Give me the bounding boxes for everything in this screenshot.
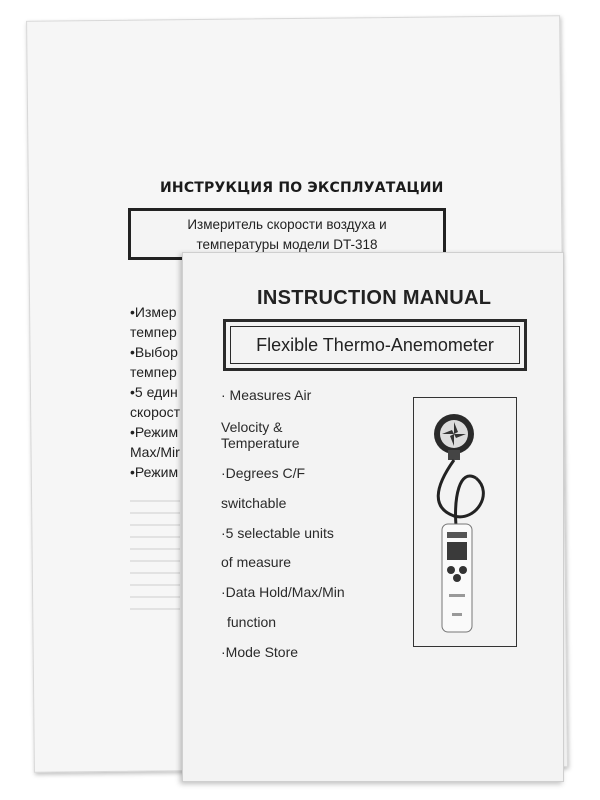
russian-feature-list	[130, 302, 180, 482]
feature-line: ·Degrees C/F	[221, 465, 306, 481]
russian-feature-fragment: •Режим	[130, 464, 179, 480]
russian-feature-fragment: Max/Mir	[130, 444, 180, 460]
product-name: Flexible Thermo-Anemometer	[256, 334, 494, 355]
russian-box-line-2: температуры модели DT-318	[196, 237, 378, 252]
product-name-box	[223, 319, 527, 371]
feature-line: Temperature	[221, 435, 300, 451]
russian-feature-fragment: •Режим	[130, 424, 179, 440]
russian-manual-title: ИНСТРУКЦИЯ ПО ЭКСПЛУАТАЦИИ	[160, 180, 444, 196]
anemometer-illustration	[414, 398, 516, 646]
feature-line: Velocity &	[221, 419, 283, 435]
show-through-text	[130, 500, 180, 620]
russian-feature-fragment: •Измер	[130, 304, 177, 320]
feature-line: switchable	[221, 495, 287, 511]
feature-line: · Measures Air	[221, 387, 312, 403]
russian-feature-fragment: •5 един	[130, 384, 178, 400]
feature-line: function	[227, 614, 277, 630]
russian-feature-fragment: скорост	[130, 404, 181, 420]
russian-feature-fragment: •Выбор	[130, 344, 178, 360]
feature-line: ·Data Hold/Max/Min	[221, 584, 345, 600]
english-manual-page	[182, 252, 564, 782]
manual-title: INSTRUCTION MANUAL	[257, 287, 492, 309]
russian-feature-fragment: темпер	[130, 364, 177, 380]
feature-line: of measure	[221, 554, 292, 570]
russian-box-line-1: Измеритель скорости воздуха и	[187, 217, 387, 232]
feature-line: ·Mode Store	[221, 644, 299, 660]
product-image-frame	[413, 397, 517, 647]
feature-line: ·5 selectable units	[221, 525, 334, 541]
russian-feature-fragment: темпер	[130, 324, 177, 340]
